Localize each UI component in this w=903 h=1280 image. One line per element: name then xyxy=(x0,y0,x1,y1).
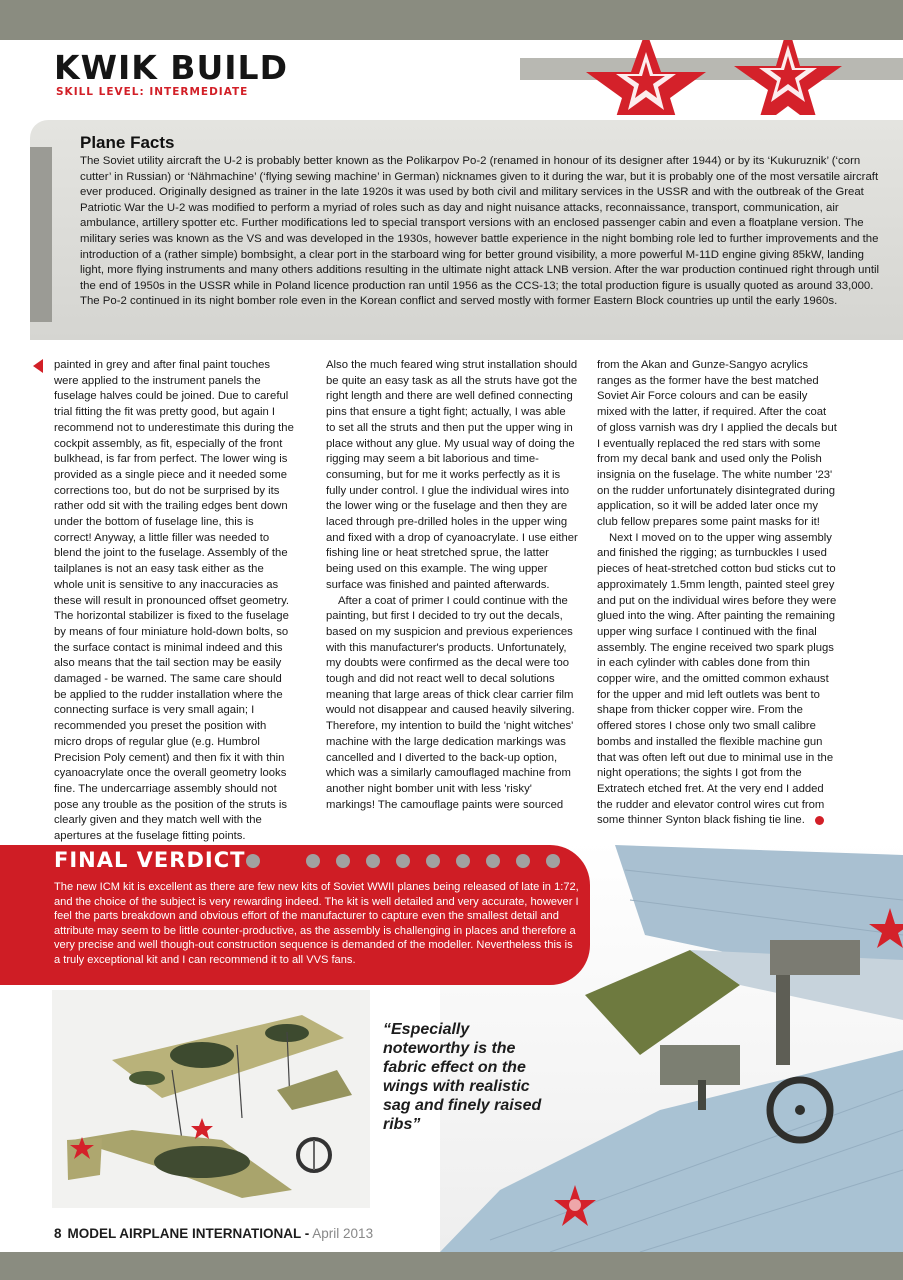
article-paragraph: Also the much feared wing strut installation should be quite an easy task as all the struts have got the right length and there are well defined connecting pins that ensure a tight fight; actually, I was able to set all the struts and then put the upper wing in place without any glue. My usual way of doing the rigging may seem a bit laborious and time-consuming, but for me it works perfectly as it is fully under control. I glue the individual wires into the lower wing or the fuselage and then they are laced through pre-drilled holes in the upper wing and fixed with a drop of cyanoacrylate. I use either fishing line or heat stretched sprue, the latter being used on this example. The wing upper surface was finished and painted afterwards. xyxy=(326,359,578,591)
magazine-name: MODEL AIRPLANE INTERNATIONAL - xyxy=(67,1226,310,1241)
rating-dot xyxy=(546,854,560,868)
biplane-side-photo xyxy=(52,990,370,1208)
article-paragraph xyxy=(597,531,837,829)
skill-level: SKILL LEVEL: INTERMEDIATE xyxy=(56,86,249,98)
plane-facts-tab xyxy=(30,147,52,322)
issue-date: April 2013 xyxy=(312,1226,374,1241)
rating-dot xyxy=(246,854,260,868)
rating-dot xyxy=(456,854,470,868)
page-number: 8 xyxy=(54,1226,62,1241)
continuation-arrow-icon xyxy=(33,359,45,373)
rating-dot xyxy=(306,854,320,868)
rating-dot xyxy=(486,854,500,868)
article-paragraph-text: Next I moved on to the upper wing assembly and finished the rigging; as turnbuckles I used pieces of heat-stretched cotton bud sticks cut to approximately 1.5mm length, painted steel grey and put on the individual wires before they were glued into the wing. After painting the remaining upper wing surface I continued with the final assembly. The engine received two spark plugs in each cylinder with cables done from thin copper wire, and the omitted common exhaust for the upper and mid left outlets was bent to shape from thicker copper wire. From the offered stores I chose only two small calibre bombs and installed the flexible machine gun that was often left out due to minimal use in the night operations; the sights I got from the Extratech etched fret. At the very end I added the rudder and elevator control wires cut from some thinner Synton black fishing tie line. xyxy=(597,531,837,827)
page-footer xyxy=(54,1226,373,1241)
plane-facts-body: The Soviet utility aircraft the U-2 is probably better known as the Polikarpov Po-2 (renamed in honour of its designer after 1944) or by its ‘Kukuruznik’ (‘corn cutter’ in Russian) or ‘Nähmachine’ (‘flying sewing machine’ in German) nicknames given to it during the war, but it is probably one of the most versatile aircraft ever produced. Originally designed as trainer in the late 1920s it was used by both civil and military services in the USSR and with the outbreak of the Great Patriotic War the U-2 was modified to perform a myriad of roles such as day and night nuisance attacks, reconnaissance, transport, communication, air ambulance, artillery spotter etc. Further modifications led to special transport versions with an enclosed passenger cabin and even a floatplane version. The military series was known as the VS and was developed in the 1930s, however battle experience in the night bombing role led to further improvements and the introduction of a (rather simple) bombsight, a clear port in the starboard wing for better ground visibility, a more powerful M-11D engine giving 85kW, landing light, more flying instruments and many others additions resulting in the ultimate night attack LNB version. After the war production continued right through until the end of 1950s in the USSR while in Poland licence production ran until 1956 as the CCS-13; the total production figure is usually quoted as around 33,000. The Po-2 continued in its night bomber role even in the Korean conflict and served mostly with former Eastern Block countries up until the early 1960s. xyxy=(80,155,880,308)
top-band xyxy=(0,0,903,40)
rating-dot xyxy=(336,854,350,868)
rating-dot xyxy=(426,854,440,868)
rating-dot xyxy=(516,854,530,868)
article-paragraph: After a coat of primer I could continue with the painting, but first I decided to try out the decals, based on my suspicion and previous experiences with this manufacturer's products. Unfortunately, my doubts were confirmed as the decal were too tough and did not react well to decal solutions meaning that large areas of thick clear carrier film would not disappear and caused heavily silvering. Therefore, my intention to build the 'night witches' machine with the large dedication markings was cancelled and I diverted to the back-up option, which was a similarly camouflaged machine from another night bomber unit with less 'risky' markings! The camouflage paints were sourced xyxy=(326,594,575,811)
red-star-emblem xyxy=(520,40,903,115)
article-column-2 xyxy=(326,358,578,813)
section-title: KWIK BUILD xyxy=(54,48,288,87)
final-verdict-text: The new ICM kit is excellent as there are few new kits of Soviet WWII planes being released of late in 1:72, and the choice of the subject is very rewarding indeed. The kit is well detailed and very accurate, however I feel the parts breakdown and obvious effort of the manufacturer to capture even the smallest detail and attribute may seem to be little counter-productive, as the assembly is challenging in places and therefore a very precise and well though-out construction sequence is demanded of the modeller. Nevertheless this is a truly exceptional kit and I can recommend it to all VVS fans. xyxy=(54,881,579,966)
plane-facts-heading: Plane Facts xyxy=(80,133,175,152)
article-paragraph: from the Akan and Gunze-Sangyo acrylics ranges as the former have the best matched Soviet Air Force colours and can be easily mixed with the latter, if required. After the coat of gloss varnish was dry I applied the decals but I eventually replaced the red stars with some from my decal bank and used only the Polish insignia on the fuselage. The white number '23' on the rudder unfortunately disintegrated during application, so it will be added later once my club fellow prepares some paint masks for it! xyxy=(597,359,837,529)
article-paragraph: painted in grey and after final paint touches were applied to the instrument panels the fuselage halves could be joined. Due to careful trial fitting the fit was pretty good, but again I recommend not to underestimate this during the cockpit assembly, as fit, especially of the front bulkhead, is far from perfect. The lower wing is provided as a single piece and it needed some corrections too, but do not be surprised by its rather odd sit with the trailing edges bent down under the bottom of fuselage line, this is correct! Anyway, a little filler was needed to blend the joint to the fuselage. Assembly of the tailplanes is not an easy task either as the whole unit is sensitive to any inaccuracies as these will result in pronounced offset geometry. The horizontal stabilizer is fixed to the fuselage by means of four miniature hold-down bolts, so the surface contact is minimal indeed and this also means that the tail section may be easily damaged - be warned. The same care should be applied to the rudder installation where the connecting surface is very small again; I recommended you preset the position with micro drops of regular glue (e.g. Humbrol Precision Poly cement) and then fix it with thin cyanoacrylate once the overall geometry looks fine. The undercarriage assembly should not pose any trouble as the position of the struts is clearly given and they match well with the apertures at the fuselage fitting points. xyxy=(54,359,294,843)
bottom-band xyxy=(0,1252,903,1280)
rating-dot xyxy=(366,854,380,868)
rating-dot xyxy=(396,854,410,868)
article-column-3 xyxy=(597,358,837,829)
article-column-1 xyxy=(54,358,294,845)
end-of-article-dot-icon xyxy=(815,816,824,825)
pull-quote: “Especially noteworthy is the fabric effect on the wings with realistic sag and finely raised ribs” xyxy=(383,1021,542,1133)
final-verdict-title: FINAL VERDICT xyxy=(54,848,246,872)
